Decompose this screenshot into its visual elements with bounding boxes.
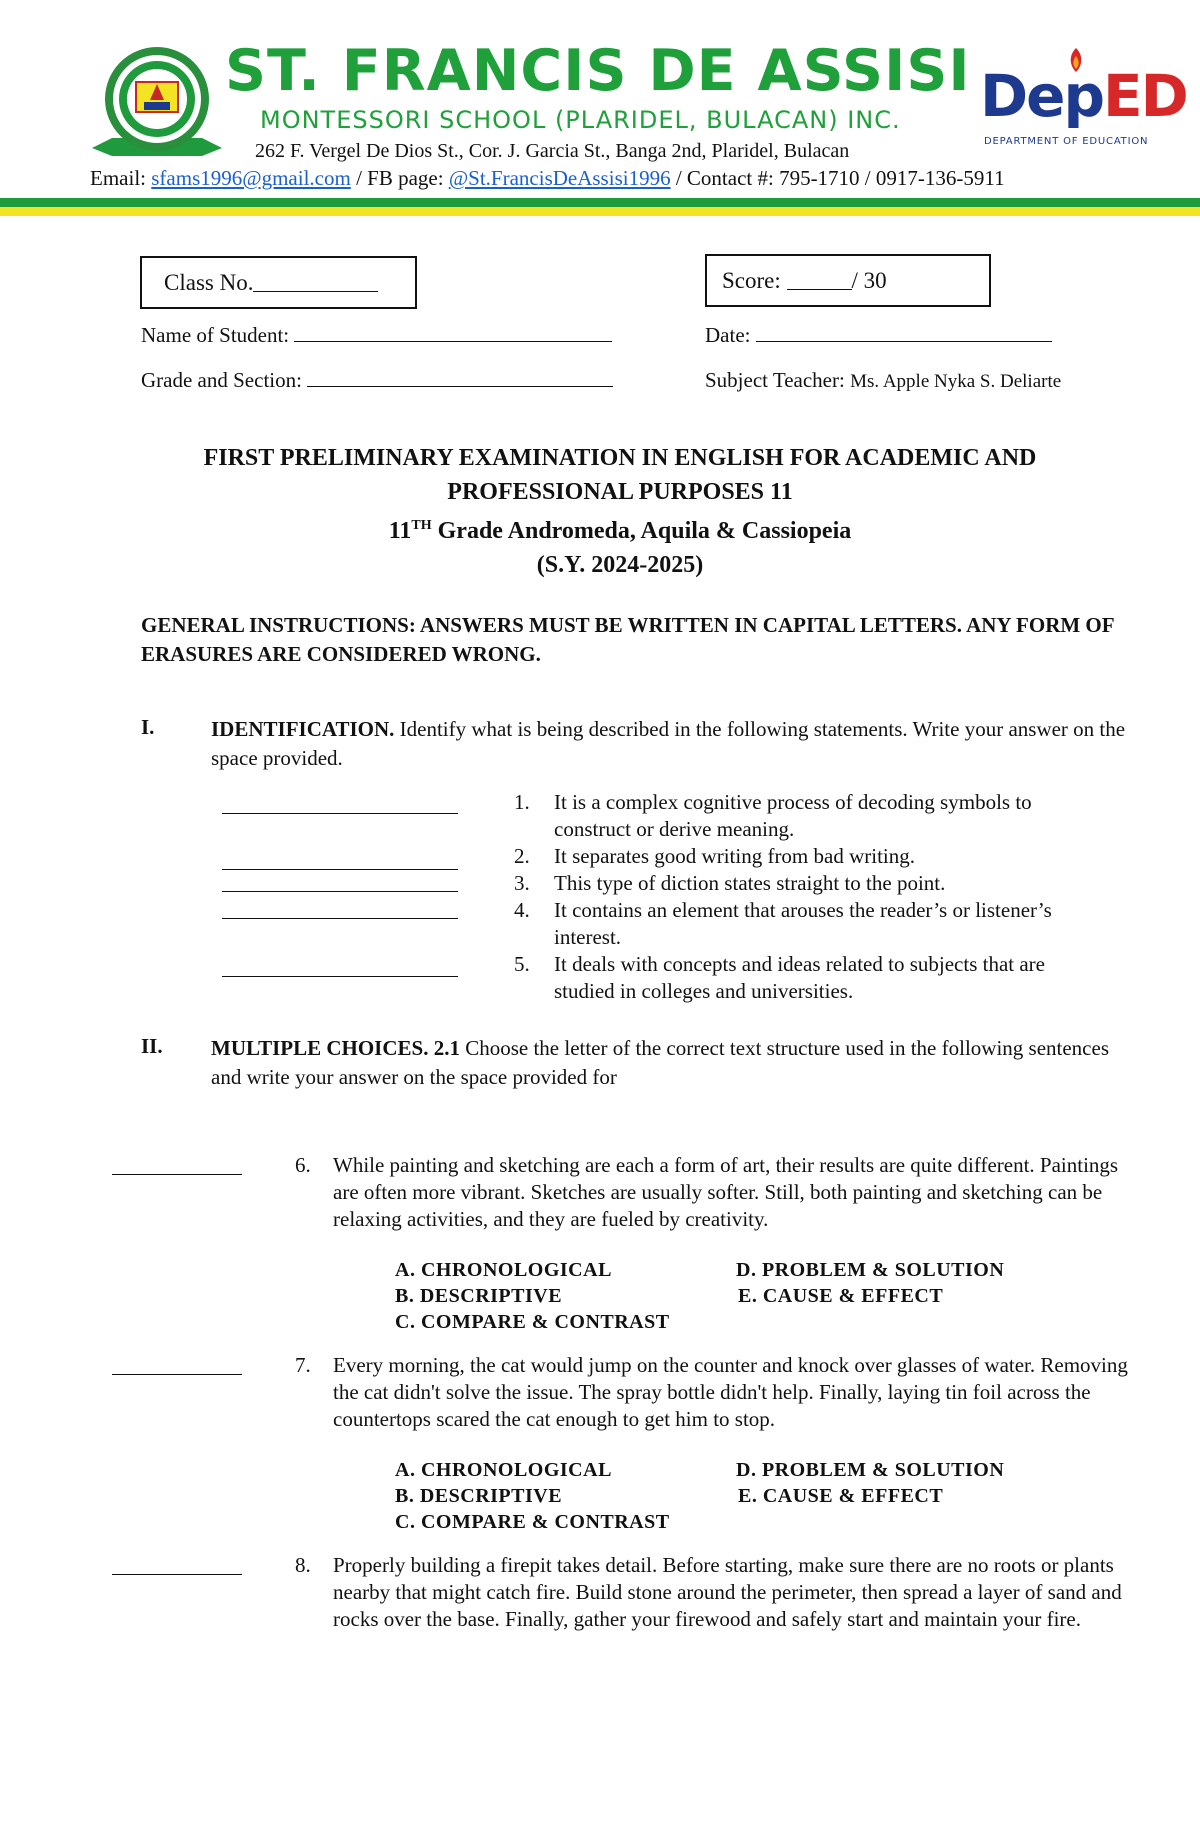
section1-heading: IDENTIFICATION. — [211, 717, 395, 741]
choice-d: D. PROBLEM & SOLUTION — [736, 1459, 1005, 1481]
item-number: 3. — [514, 871, 530, 895]
name-field[interactable] — [294, 323, 612, 342]
question-8-text: Properly building a firepit takes detail. Before starting, make sure there are no roots or plants nearby that might catch fire. Build stone around the perimeter, then spread a layer of sand and rocks over the base. Finally, gather your firewood and safely start and maintain your fire. — [333, 1553, 1122, 1631]
answer-blank-2[interactable] — [222, 869, 458, 870]
deped-logo — [980, 62, 1187, 130]
question-number: 7. — [295, 1353, 311, 1377]
class-no-box — [140, 256, 417, 309]
school-contact — [90, 166, 1005, 191]
score-field[interactable] — [787, 271, 852, 290]
question-number: 6. — [295, 1153, 311, 1177]
item-text-cont: construct or derive meaning. — [554, 817, 795, 841]
deped-ed: ED — [1103, 62, 1187, 130]
teacher-row — [705, 368, 1061, 393]
class-no-field[interactable] — [253, 273, 378, 292]
answer-blank-1[interactable] — [222, 813, 458, 814]
teacher-name: Ms. Apple Nyka S. Deliarte — [850, 371, 1062, 392]
deped-dep: Dep — [980, 62, 1103, 130]
header-band-yellow — [0, 207, 1200, 216]
score-total: / 30 — [851, 267, 887, 293]
section2-text: Choose the letter of the correct text structure used in the following sentences and write your answer on the space provided for — [211, 1036, 1109, 1089]
answer-blank-7[interactable] — [112, 1374, 242, 1375]
answer-blank-3[interactable] — [222, 891, 458, 892]
section2-instructions — [211, 1034, 1141, 1092]
title-grade — [130, 509, 1110, 548]
answer-blank-5[interactable] — [222, 976, 458, 977]
school-subtitle: MONTESSORI SCHOOL (PLARIDEL, BULACAN) INC. — [260, 106, 901, 134]
item-number: 4. — [514, 898, 530, 922]
section1-number: I. — [141, 715, 155, 739]
choice-b: B. DESCRIPTIVE — [395, 1485, 563, 1507]
name-row — [141, 323, 612, 348]
identification-item — [514, 870, 945, 897]
header-band-green — [0, 198, 1200, 207]
grade-field[interactable] — [307, 368, 613, 387]
section2-number: II. — [141, 1034, 163, 1058]
question-number: 8. — [295, 1553, 311, 1577]
grade-row — [141, 368, 613, 393]
section1-instructions — [211, 715, 1131, 773]
teacher-label: Subject Teacher: — [705, 368, 845, 392]
email-link[interactable]: sfams1996@gmail.com — [151, 166, 351, 190]
answer-blank-4[interactable] — [222, 918, 458, 919]
contact-prefix: Email: — [90, 166, 152, 190]
item-number: 5. — [514, 952, 530, 976]
general-instructions: GENERAL INSTRUCTIONS: ANSWERS MUST BE WRITTEN IN CAPITAL LETTERS. ANY FORM OF ERASURES ARE CONSIDERED WRONG. — [141, 613, 1114, 666]
section1-text: Identify what is being described in the following statements. Write your answer on the space provided. — [211, 717, 1126, 770]
question-8 — [295, 1552, 333, 1579]
answer-blank-6[interactable] — [112, 1174, 242, 1175]
grade-sections: Grade Andromeda, Aquila & Cassiopeia — [431, 518, 852, 544]
choice-c: C. COMPARE & CONTRAST — [395, 1311, 670, 1333]
question-7 — [295, 1352, 333, 1379]
grade-number: 11 — [388, 518, 412, 544]
choice-e: E. CAUSE & EFFECT — [738, 1485, 944, 1507]
choice-b: B. DESCRIPTIVE — [395, 1285, 563, 1307]
exam-title — [130, 441, 1110, 582]
section2-heading: MULTIPLE CHOICES. 2.1 — [211, 1036, 460, 1060]
item-text: It deals with concepts and ideas related to subjects that are — [554, 952, 1045, 976]
choice-a: A. CHRONOLOGICAL — [395, 1259, 612, 1281]
choice-a: A. CHRONOLOGICAL — [395, 1459, 612, 1481]
title-line2: PROFESSIONAL PURPOSES 11 — [447, 479, 793, 505]
question-6-text: While painting and sketching are each a form of art, their results are quite different. Paintings are often more vibrant. Sketches are usually softer. Still, both painting and sketching can be relaxing activities, and they are fueled by creativity. — [333, 1153, 1119, 1231]
class-no-label: Class No. — [164, 269, 254, 295]
identification-item — [514, 843, 915, 870]
item-text-cont: studied in colleges and universities. — [554, 979, 854, 1003]
title-line1: FIRST PRELIMINARY EXAMINATION IN ENGLISH FOR ACADEMIC AND — [203, 445, 1037, 471]
school-logo — [84, 44, 230, 162]
grade-superscript: TH — [411, 518, 432, 533]
question-7-text: Every morning, the cat would jump on the counter and knock over glasses of water. Removing the cat didn't solve the issue. The spray bottle didn't help. Finally, laying tin foil across the countertops scared the cat enough to get him to stop. — [333, 1353, 1128, 1431]
item-number: 1. — [514, 790, 530, 814]
item-text: It is a complex cognitive process of decoding symbols to — [554, 790, 1032, 814]
answer-blank-8[interactable] — [112, 1574, 242, 1575]
choice-c: C. COMPARE & CONTRAST — [395, 1511, 670, 1533]
item-text: This type of diction states straight to the point. — [554, 871, 946, 895]
school-address: 262 F. Vergel De Dios St., Cor. J. Garcia St., Banga 2nd, Plaridel, Bulacan — [255, 140, 850, 162]
name-label: Name of Student: — [141, 323, 290, 347]
contact-mid: / FB page: — [350, 166, 449, 190]
deped-caption: DEPARTMENT OF EDUCATION — [984, 136, 1149, 147]
item-text-cont: interest. — [554, 925, 622, 949]
item-text: It separates good writing from bad writing. — [554, 844, 915, 868]
identification-item — [514, 951, 1045, 1005]
grade-label: Grade and Section: — [141, 368, 302, 392]
title-school-year: (S.Y. 2024-2025) — [536, 552, 704, 578]
item-number: 2. — [514, 844, 530, 868]
choice-e: E. CAUSE & EFFECT — [738, 1285, 944, 1307]
date-row — [705, 323, 1052, 348]
identification-item — [514, 897, 1052, 951]
fb-page-link[interactable]: @St.FrancisDeAssisi1996 — [448, 166, 671, 190]
item-text: It contains an element that arouses the reader’s or listener’s — [554, 898, 1052, 922]
identification-item — [514, 789, 1032, 843]
date-label: Date: — [705, 323, 751, 347]
score-box — [705, 254, 991, 307]
date-field[interactable] — [756, 323, 1052, 342]
school-name: ST. FRANCIS DE ASSISI — [225, 38, 971, 104]
choice-d: D. PROBLEM & SOLUTION — [736, 1259, 1005, 1281]
contact-suffix: / Contact #: 795-1710 / 0917-136-5911 — [670, 166, 1005, 190]
score-label: Score: — [722, 267, 781, 293]
